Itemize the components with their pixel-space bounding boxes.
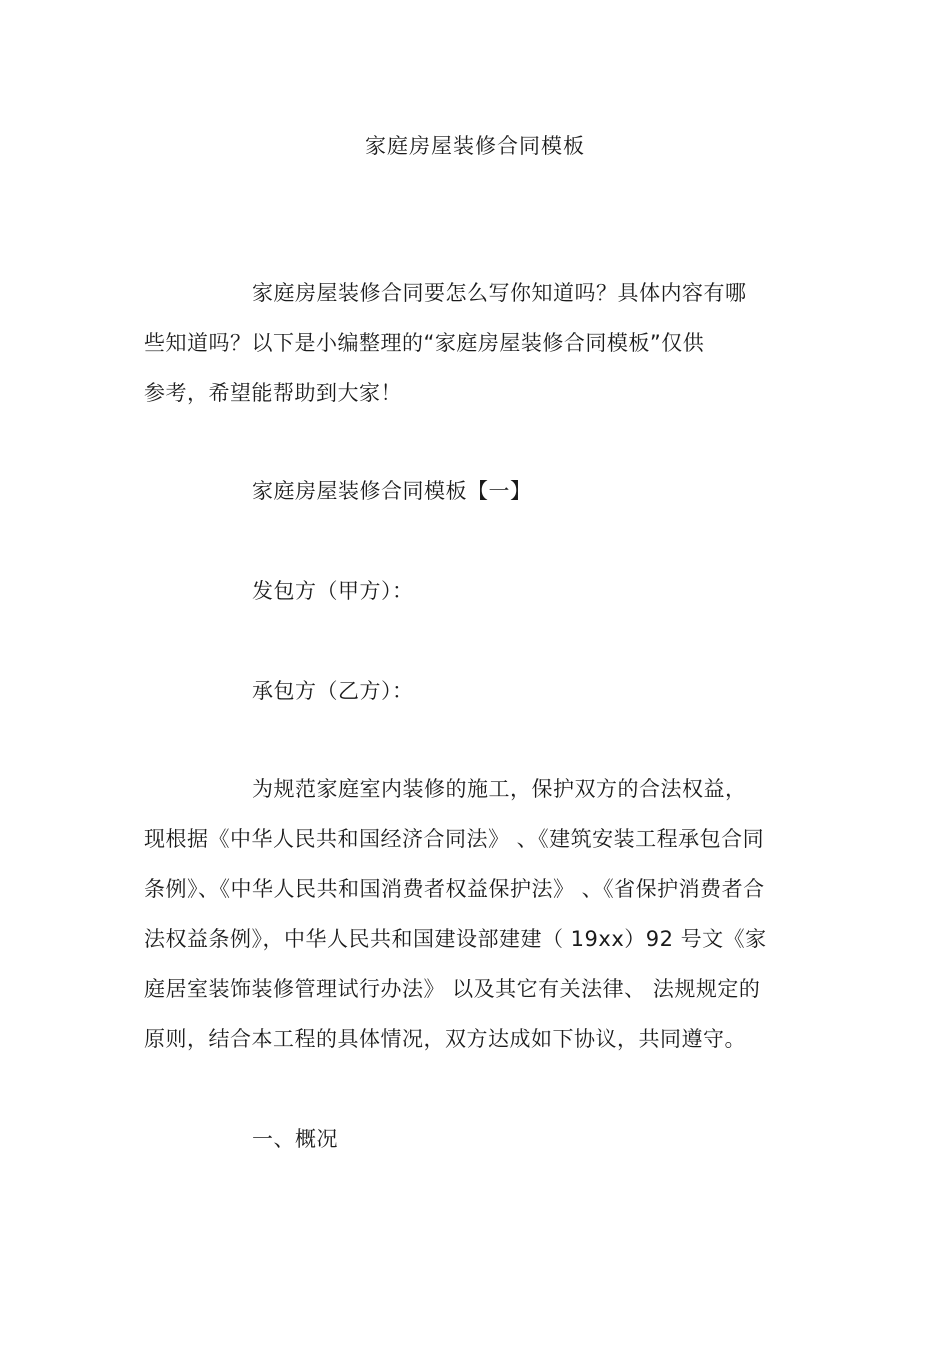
intro-line-1: 家庭房屋装修合同要怎么写你知道吗？具体内容有哪 <box>252 281 747 305</box>
preamble-line-5: 庭居室装饰装修管理试行办法》 以及其它有关法律、 法规规定的 <box>144 977 761 1001</box>
preamble-line-2: 现根据《中华人民共和国经济合同法》 、《建筑安装工程承包合同 <box>144 827 765 851</box>
preamble-line-4: 法权益条例》，中华人民共和国建设部建建（ 19xx）92 号文《家 <box>144 927 767 951</box>
article-one-heading: 一、概况 <box>252 1127 338 1151</box>
party-b-label: 承包方（乙方）： <box>252 679 414 703</box>
document-title: 家庭房屋装修合同模板 <box>365 134 585 158</box>
intro-line-2: 些知道吗？以下是小编整理的“家庭房屋装修合同模板”仅供 <box>144 331 705 355</box>
preamble-line-1: 为规范家庭室内装修的施工，保护双方的合法权益， <box>252 777 747 801</box>
preamble-line-6: 原则，结合本工程的具体情况，双方达成如下协议，共同遵守。 <box>144 1027 746 1051</box>
preamble-line-3: 条例》、《中华人民共和国消费者权益保护法》 、《省保护消费者合 <box>144 877 765 901</box>
section-heading: 家庭房屋装修合同模板【一】 <box>252 479 532 503</box>
intro-line-3: 参考，希望能帮助到大家！ <box>144 381 402 405</box>
party-a-label: 发包方（甲方）： <box>252 579 414 603</box>
